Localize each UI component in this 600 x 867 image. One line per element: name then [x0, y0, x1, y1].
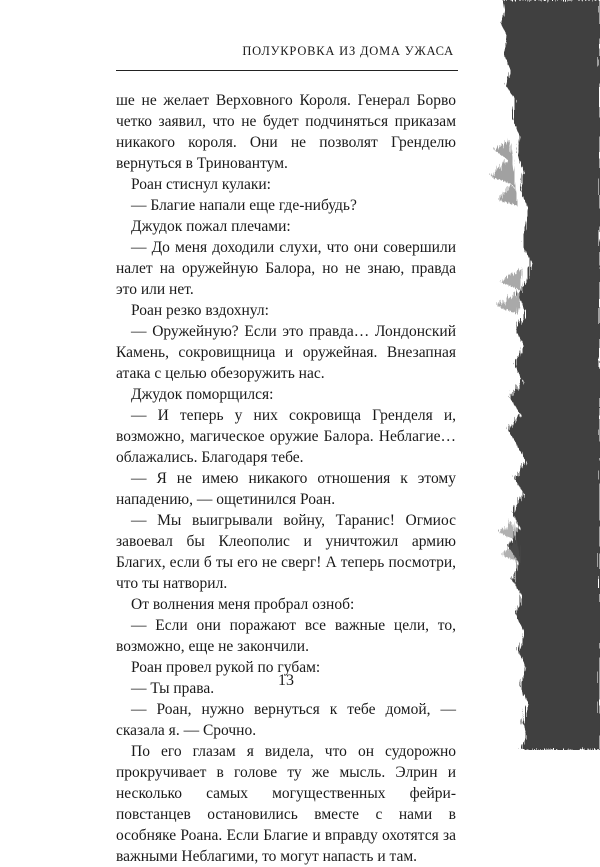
paragraph: — До меня доходили слухи, что они совершили налет на оружейную Балора, но не знаю, правда это или нет.	[116, 239, 456, 298]
paragraph: — Если они поражают все важные цели, то, возможно, еще не закончили.	[116, 617, 456, 655]
paragraph: Джудок пожал плечами:	[131, 218, 291, 235]
paragraph: — Мы выигрывали войну, Таранис! Огмиос завоевал бы Клеополис и уничтожил армию Благих, если б ты его не сверг! А теперь посмотри, что ты натворил.	[116, 512, 456, 592]
paragraph: Джудок поморщился:	[131, 386, 274, 403]
paragraph: — Благие напали еще где-нибудь?	[131, 197, 357, 214]
paragraph: — Роан, нужно вернуться к тебе домой, — сказала я. — Срочно.	[116, 701, 456, 739]
paragraph: ше не желает Верховного Короля. Генерал Борво четко заявил, что не будет подчиняться приказам никакого короля. Они не позволят Гренделю вернуться в Триновантум.	[116, 92, 456, 172]
page-number: 13	[278, 672, 294, 689]
body-text	[116, 90, 456, 867]
paragraph: — Оружейную? Если это правда… Лондонский Камень, сокровищница и оружейная. Внезапная атака с целью обезоружить нас.	[116, 323, 456, 382]
paragraph: Роан стиснул кулаки:	[131, 176, 271, 193]
paragraph: Роан провел рукой по губам:	[131, 659, 321, 676]
paragraph: — Я не имею никакого отношения к этому нападению, — ощетинился Роан.	[116, 470, 456, 508]
running-header-title: ПОЛУКРОВКА ИЗ ДОМА УЖАСА	[242, 44, 454, 58]
ink-brush-edge-decoration	[460, 0, 600, 750]
paragraph: — И теперь у них сокровища Гренделя и, возможно, магическое оружие Балора. Неблагие… облажались. Благодаря тебе.	[116, 407, 456, 466]
paragraph: — Ты права.	[131, 680, 215, 697]
header-divider-line	[116, 70, 458, 71]
paragraph: Роан резко вздохнул:	[131, 302, 269, 319]
paragraph: По его глазам я видела, что он судорожно прокручивает в голове ту же мысль. Элрин и несколько самых могущественных фейри-повстанцев остановились вместе с нами в особняке Роана. Если Благие и вправду охотятся за важными Неблагими, то могут напасть и там.	[116, 743, 456, 865]
paragraph: От волнения меня пробрал озноб:	[131, 596, 355, 613]
